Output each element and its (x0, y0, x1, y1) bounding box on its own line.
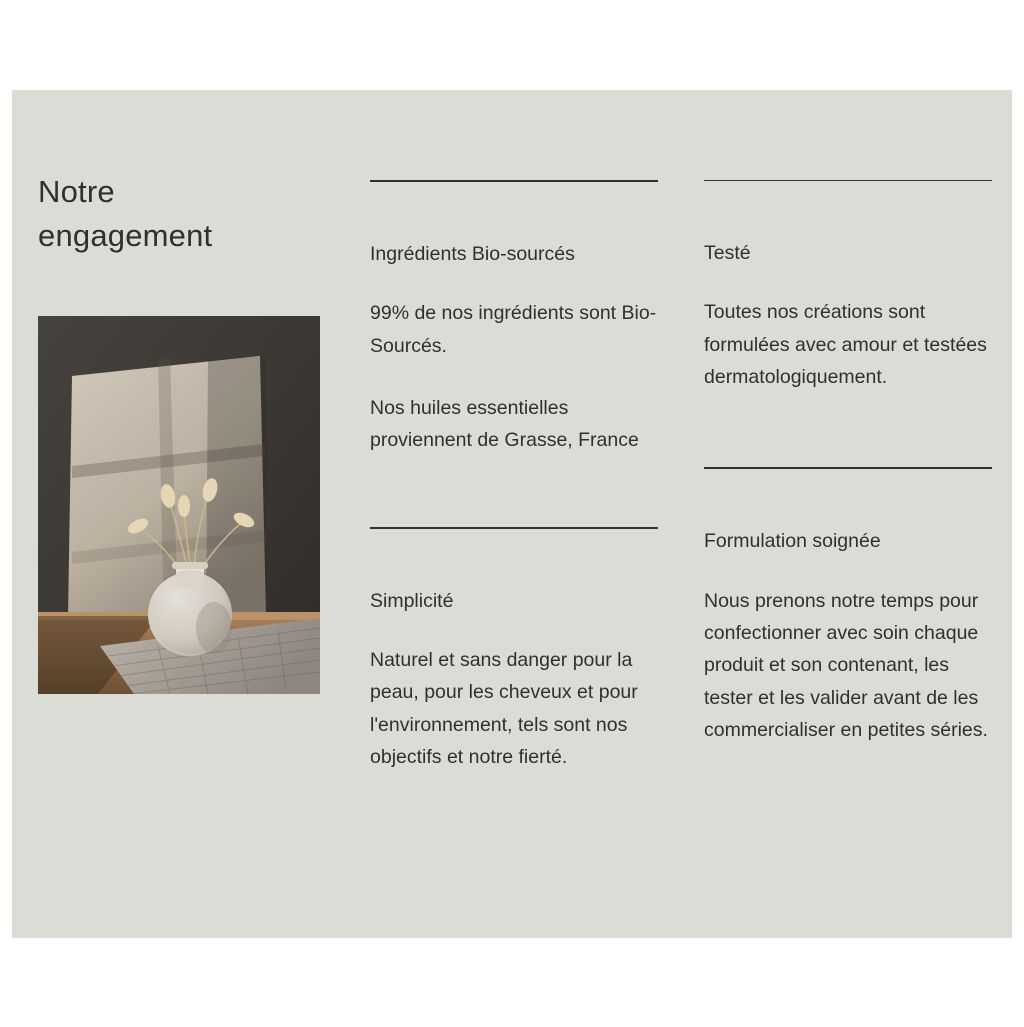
section-paragraph-formulation-1: Nous prenons notre temps pour confectionner avec soin chaque produit et son contenant, les tester et les valider avant de les commercialiser en petites séries. (704, 589, 988, 742)
section-formulation (704, 467, 992, 746)
column-right (704, 180, 992, 746)
section-title-ingredients: Ingrédients Bio-sourcés (370, 243, 575, 265)
section-paragraph-teste-1: Toutes nos créations sont formulées avec amour et testées dermatologiquement. (704, 301, 987, 388)
vase-photo (38, 316, 320, 694)
section-paragraph-ingredients-2: Nos huiles essentielles proviennent de Grasse, France (370, 396, 639, 452)
section-teste (704, 180, 992, 393)
section-paragraph-ingredients-1: 99% de nos ingrédients sont Bio-Sourcés. (370, 302, 657, 357)
section-title-simplicite: Simplicité (370, 589, 454, 612)
section-ingredients (370, 180, 658, 457)
page-title-line-2: engagement (38, 218, 213, 254)
section-title-teste: Testé (704, 242, 751, 264)
heading-block (38, 170, 338, 258)
section-paragraph-simplicite-1: Naturel et sans danger pour la peau, pour les cheveux et pour l'environnement, tels sont nos objectifs et notre fierté. (370, 648, 638, 769)
column-middle (370, 180, 658, 773)
section-title-formulation: Formulation soignée (704, 530, 881, 553)
engagement-panel (12, 90, 1012, 938)
section-simplicite (370, 527, 658, 774)
page-title-line-1: Notre (38, 174, 115, 209)
